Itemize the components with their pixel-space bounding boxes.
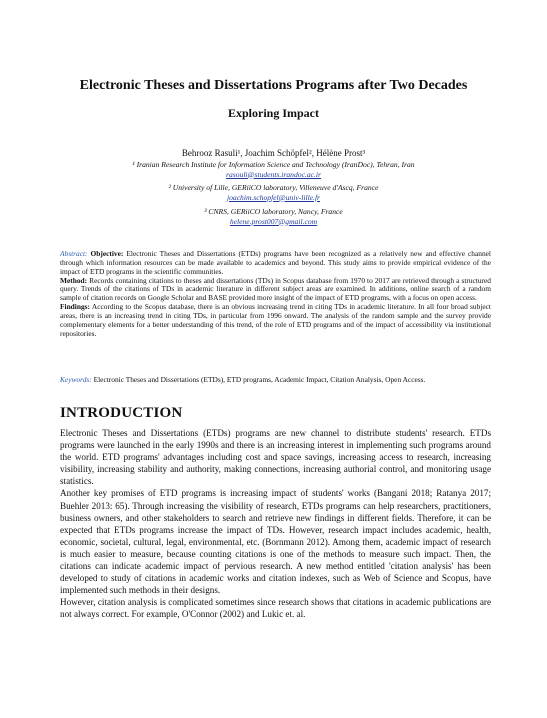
abstract-objective <box>60 250 491 277</box>
affiliation-2-email-link[interactable]: joachim.schopfel@univ-lille.fr <box>226 192 321 202</box>
affiliation-2 <box>0 183 547 202</box>
method-label: Method: <box>60 275 88 285</box>
affiliation-3 <box>0 207 547 226</box>
paper-title: Electronic Theses and Dissertations Programs after Two Decades <box>79 78 468 93</box>
affiliation-3-email-link[interactable]: helene.prost007@gmail.com <box>229 216 318 226</box>
affiliation-2-text: ² University of Lille, GERiiCO laboratory, Villeneuve d'Ascq, France <box>168 183 379 192</box>
paragraph: Another key promises of ETD programs is increasing impact of students' works (Bangani 2018; Ratanya 2017; Buehler 2013: 65). Through increasing the visibility of research, ETDs programs can help researchers, practitioners, business owners, and other stakeholders to search and retrieve new findings in different fields. Therefore, it can be expected that ETDs programs increase the impact of TDs. However, research impact includes academic, health, economic, societal, cultural, legal, environmental, etc. (Bornmann 2012). Among them, academic impact of research is much easier to measure, because counting citations is one of the methods to measure such impact. Then, the citations can indicate academic impact of pervious research. A new method entitled 'citation analysis' has been developed to study of citations in academic works and citation indexes, such as Web of Science and Scopus, have implemented such methods in their designs. <box>60 488 491 596</box>
objective-text: Electronic Theses and Dissertations (ETDs) programs have been recognized as a relatively new and effective channel through which information resources can be made available to academics and beyond. This study aims to provide empirical evidence of the impact of ETD programs in the scientific communities. <box>60 249 491 276</box>
section-heading-introduction: INTRODUCTION <box>60 405 183 421</box>
affiliation-1 <box>0 160 547 179</box>
abstract-method <box>60 277 491 304</box>
affiliation-1-email-link[interactable]: rasouli@students.irandoc.ac.ir <box>226 169 321 179</box>
method-text: Records containing citations to theses and dissertations (TDs) in Scopus database from 1970 to 2017 are retrieved through a structured query. Trends of the citations of TDs in academic literature in different subject areas are examined. In additions, online search of a random sample of citation records on Google Scholar and BASE provided more insight of the impact of ETD programs, with a focus on open access. <box>60 275 491 303</box>
abstract-label: Abstract: <box>60 249 88 258</box>
abstract-block <box>60 250 491 338</box>
affiliation-1-text: ¹ Iranian Research Institute for Information Science and Technology (IranDoc), Tehran, Iran <box>132 160 415 169</box>
author-list: Behrooz Rasuli¹, Joachim Schöpfel², Hélène Prost³ <box>181 148 366 158</box>
affiliation-3-text: ³ CNRS, GERiiCO laboratory, Nancy, France <box>204 207 343 216</box>
objective-label: Objective: <box>90 249 124 258</box>
findings-label: Findings: <box>60 302 90 312</box>
introduction-body <box>60 427 491 621</box>
keywords-label: Keywords: <box>60 375 92 384</box>
paper-subtitle: Exploring Impact <box>227 106 319 120</box>
findings-text: According to the Scopus database, there is an obvious increasing trend in citing TDs in academic literature. In all four broad subject areas, there is an increasing trend in citing TDs, in particular from 1996 onward. The analysis of the random sample and the survey provide complementary elements for a better understanding of this trend, of the role of ETD programs and of the impact of accessibility via institutional repositories. <box>60 302 491 338</box>
abstract-findings <box>60 303 491 338</box>
keywords-block <box>60 376 491 385</box>
keywords-text: Electronic Theses and Dissertations (ETDs), ETD programs, Academic Impact, Citation Analysis, Open Access. <box>93 375 426 384</box>
paragraph: However, citation analysis is complicated sometimes since research shows that citations in academic publications are not always correct. For example, O'Connor (2002) and Lukic et. al. <box>60 597 491 620</box>
paragraph: Electronic Theses and Dissertations (ETDs) programs are new channel to distribute students' research. ETDs programs were launched in the early 1990s and there is an increasing interest in implementing such programs around the world. ETD programs' advantages including cost and space savings, increasing access to research, increasing visibility, increasing stability and authority, making connections, increasing authorial control, and monitoring usage statistics. <box>60 428 491 487</box>
